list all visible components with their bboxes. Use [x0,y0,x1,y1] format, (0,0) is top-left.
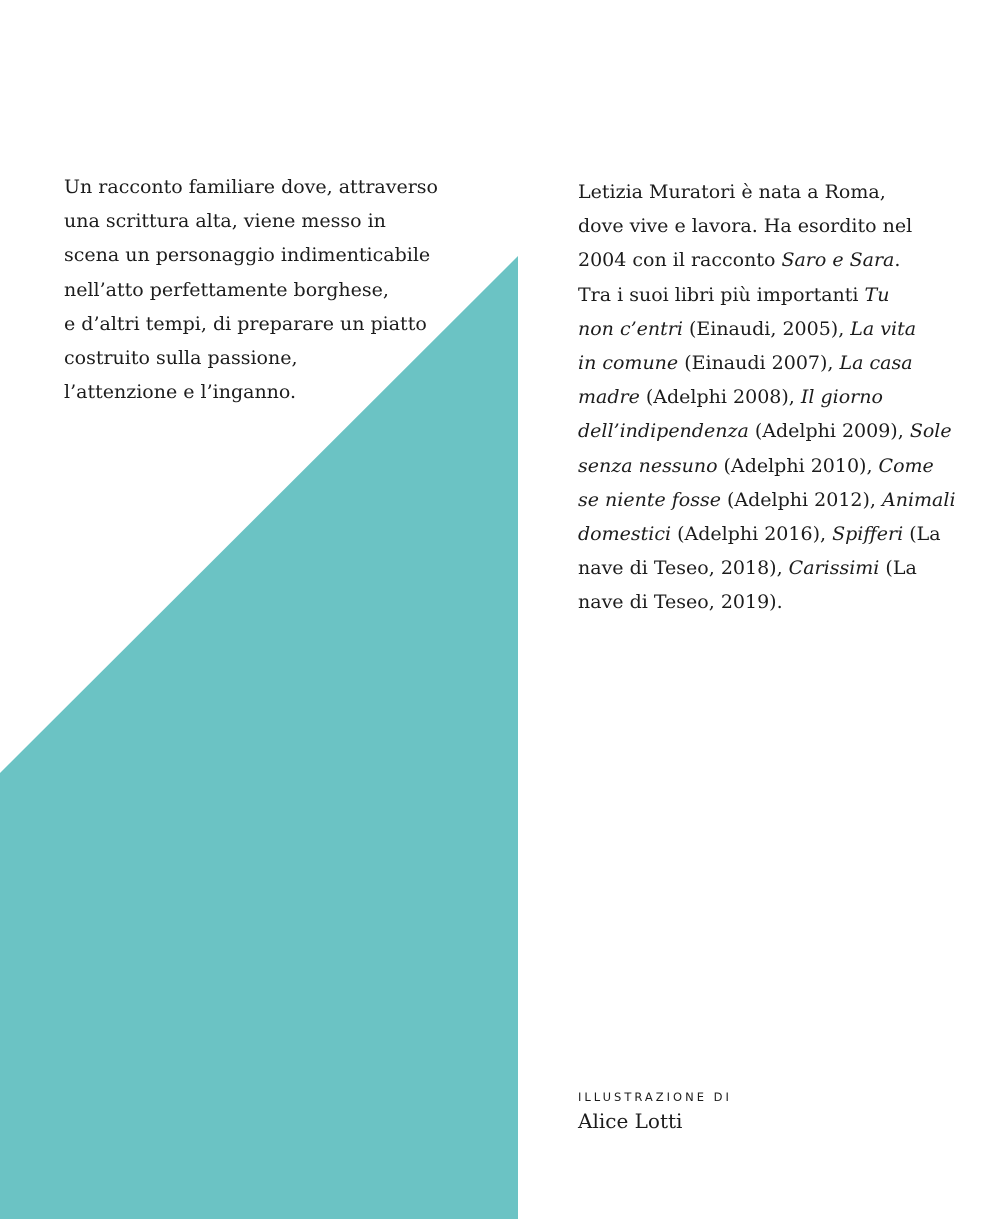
bio-text: (Einaudi, 2005), [682,317,851,340]
book-title: in comune [578,352,679,375]
bio-text: 2004 con il racconto [578,249,782,272]
book-title: se niente fosse [578,488,721,511]
illustration-credit-label: ILLUSTRAZIONE DI [578,1090,732,1104]
bio-text: (La [879,557,917,580]
book-title: Tu [864,283,890,306]
bio-text: nave di Teseo, 2018), [578,557,789,580]
synopsis-text: Un racconto familiare dove, attraverso una scrittura alta, viene messo in scena un personaggio indimenticabile nell’atto perfettamente borghese, e d’altri tempi, di preparare un piatto costruito sulla passione, l’attenzione e l’inganno. [64,176,438,404]
bio-line [578,380,958,414]
book-title: Come [878,454,934,477]
bio-text: (Adelphi 2016), [671,523,833,546]
book-title: senza nessuno [578,454,718,477]
bio-line [578,209,958,243]
illustrator-name: Alice Lotti [578,1109,683,1133]
book-title: Animali [882,488,956,511]
bio-text: dove vive e lavora. Ha esordito nel [578,215,913,238]
bio-line [578,175,958,209]
bio-text: (Adelphi 2009), [748,420,910,443]
book-title: Spifferi [832,523,904,546]
book-title: non c’entri [578,317,683,340]
bio-line [578,414,958,448]
bio-line [578,312,958,346]
book-title: madre [578,386,640,409]
bio-text: (Adelphi 2010), [717,454,879,477]
book-title: domestici [578,523,672,546]
book-title: La vita [850,317,917,340]
bio-line [578,483,958,517]
bio-line [578,243,958,277]
author-bio [578,175,958,620]
bio-line [578,585,958,619]
book-title: Il giorno [800,386,883,409]
book-title: dell’indipendenza [578,420,749,443]
book-title: Sole [909,420,952,443]
bio-text: . [894,249,901,272]
bio-line [578,346,958,380]
bio-line [578,278,958,312]
bio-text: Tra i suoi libri più importanti [578,283,865,306]
bio-text: (Einaudi 2007), [678,352,840,375]
bio-text: nave di Teseo, 2019). [578,591,783,614]
bio-text: Letizia Muratori è nata a Roma, [578,181,886,203]
book-title: Saro e Sara [781,249,895,272]
book-title: La casa [839,352,913,375]
bio-line [578,551,958,585]
bio-text: (Adelphi 2012), [720,488,882,511]
bio-text: (Adelphi 2008), [639,386,801,409]
bio-line [578,449,958,483]
bio-text: (La [903,523,941,546]
illustration-credit [578,1088,958,1136]
book-title: Carissimi [788,557,880,580]
bio-line [578,517,958,551]
